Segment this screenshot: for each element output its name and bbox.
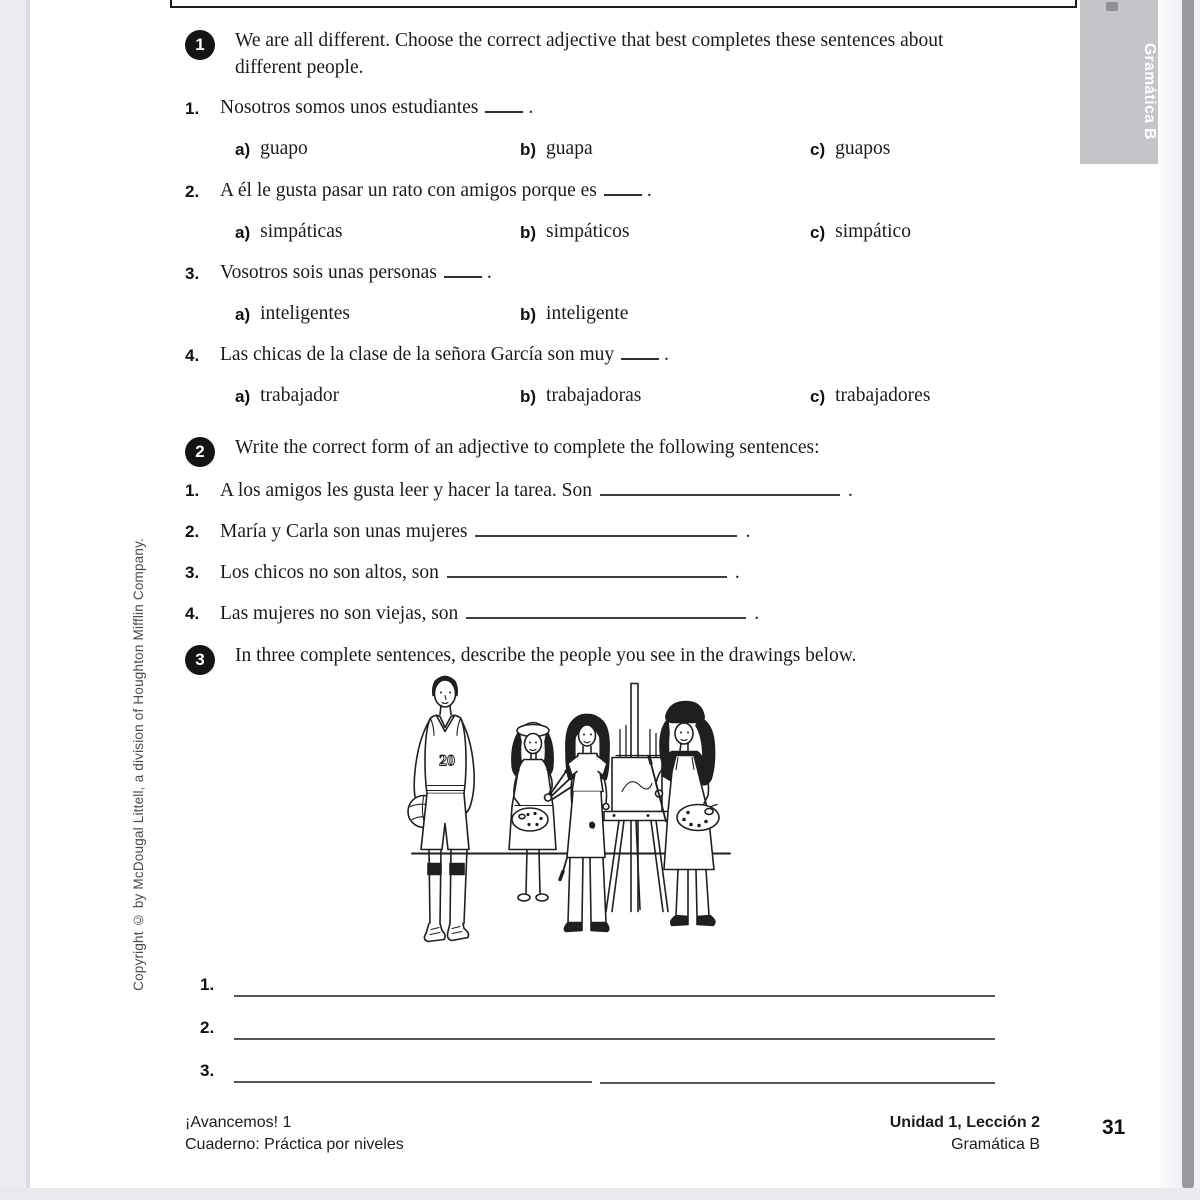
write-in-line <box>466 602 746 619</box>
exercise2-badge: 2 <box>185 437 215 467</box>
ex1-question-3 <box>185 262 1065 284</box>
question-text: Las chicas de la clase de la señora García son muy <box>220 344 615 365</box>
exercise1-instructions: We are all different. Choose the correct adjective that best completes these sentences about different people. <box>235 30 944 78</box>
period: . <box>848 480 853 501</box>
answer-number: 3. <box>200 1061 215 1080</box>
ex2-item-1 <box>185 479 1065 502</box>
ex1-q2-options <box>235 221 1095 243</box>
page-bottom-edge <box>0 1188 1200 1200</box>
question-number: 4. <box>185 346 200 365</box>
item-number: 3. <box>185 563 200 582</box>
answer-blank <box>485 97 523 113</box>
ex3-answer-1 <box>200 975 995 997</box>
workbook-title: Cuaderno: Práctica por niveles <box>185 1136 404 1153</box>
exercise1-header <box>185 28 1055 81</box>
ex1-q3-options <box>235 303 1095 325</box>
option-a: a) guapo <box>235 138 308 159</box>
write-in-line <box>475 520 737 537</box>
option-a: a) simpáticas <box>235 221 343 242</box>
name-class-date-box-cutoff <box>170 0 1077 8</box>
question-text: Vosotros sois unas personas <box>220 262 437 283</box>
period: . <box>754 603 760 624</box>
answer-blank <box>621 344 659 360</box>
ex1-question-2 <box>185 180 1065 202</box>
worksheet-page <box>30 0 1160 1188</box>
option-b: b) inteligente <box>520 303 629 324</box>
footer-right <box>740 1112 1040 1156</box>
item-number: 4. <box>185 604 200 623</box>
write-in-line <box>447 561 727 578</box>
ex1-question-4 <box>185 344 1065 366</box>
item-number: 1. <box>185 481 200 500</box>
people-drawing-illustration <box>400 670 775 958</box>
item-text: A los amigos les gusta leer y hacer la tarea. Son <box>220 480 593 501</box>
copyright-vertical-text: Copyright © by McDougal Littell, a division of Houghton Mifflin Company. <box>131 538 146 991</box>
option-c: c) guapos <box>810 138 891 159</box>
scrollbar-track[interactable] <box>1160 0 1200 1188</box>
answer-line <box>234 1061 592 1083</box>
exercise3-instructions: In three complete sentences, describe the people you see in the drawings below. <box>235 645 857 666</box>
answer-line <box>234 1018 995 1040</box>
answer-line <box>234 975 995 997</box>
question-number: 2. <box>185 182 200 201</box>
unit-lesson-label: Unidad 1, Lección 2 <box>889 1114 1040 1131</box>
question-number: 1. <box>185 99 200 118</box>
exercise2-header <box>185 435 1055 467</box>
period: . <box>486 262 492 283</box>
page-number: 31 <box>1102 1116 1126 1139</box>
answer-line <box>600 1061 995 1084</box>
answer-blank <box>604 180 642 196</box>
period: . <box>528 97 534 118</box>
ex3-answer-3 <box>200 1061 995 1084</box>
option-a: a) inteligentes <box>235 303 351 324</box>
period: . <box>734 562 740 583</box>
answer-number: 1. <box>200 975 215 994</box>
section-label: Gramática B <box>951 1136 1040 1153</box>
section-tab-label: Gramática B <box>1141 42 1158 140</box>
answer-blank <box>444 262 482 278</box>
option-a: a) trabajador <box>235 385 340 406</box>
item-text: María y Carla son unas mujeres <box>220 521 468 542</box>
footer-left <box>185 1112 404 1156</box>
question-text: A él le gusta pasar un rato con amigos porque es <box>220 180 597 201</box>
ex1-q1-options <box>235 138 1095 160</box>
item-number: 2. <box>185 522 200 541</box>
exercise3-badge: 3 <box>185 645 215 675</box>
option-b: b) trabajadoras <box>520 385 642 406</box>
ex3-answer-2 <box>200 1018 995 1040</box>
period: . <box>745 521 751 542</box>
question-number: 3. <box>185 264 200 283</box>
write-in-line <box>600 479 840 496</box>
girl-with-long-hair <box>560 714 609 931</box>
basketball-player <box>408 677 474 942</box>
jersey-number: 20 <box>439 752 455 770</box>
option-c: c) trabajadores <box>810 385 931 406</box>
ex2-item-4 <box>185 602 1065 625</box>
option-b: b) simpáticos <box>520 221 630 242</box>
option-b: b) guapa <box>520 138 593 159</box>
answer-number: 2. <box>200 1018 215 1037</box>
ex1-question-1 <box>185 97 1065 119</box>
option-c: c) simpático <box>810 221 911 242</box>
tab-dot-icon <box>1106 2 1118 11</box>
exercise1-badge: 1 <box>185 30 215 60</box>
question-text: Nosotros somos unos estudiantes <box>220 97 479 118</box>
item-text: Los chicos no son altos, son <box>220 562 439 583</box>
period: . <box>646 180 652 201</box>
item-text: Las mujeres no son viejas, son <box>220 603 459 624</box>
scrollbar-thumb[interactable] <box>1182 0 1194 1190</box>
ex2-item-2 <box>185 520 1065 543</box>
exercise2-instructions: Write the correct form of an adjective to complete the following sentences: <box>235 437 820 458</box>
ex1-q4-options <box>235 385 1095 407</box>
period: . <box>664 344 670 365</box>
book-title: ¡Avancemos! 1 <box>185 1114 292 1131</box>
ex2-item-3 <box>185 561 1065 584</box>
